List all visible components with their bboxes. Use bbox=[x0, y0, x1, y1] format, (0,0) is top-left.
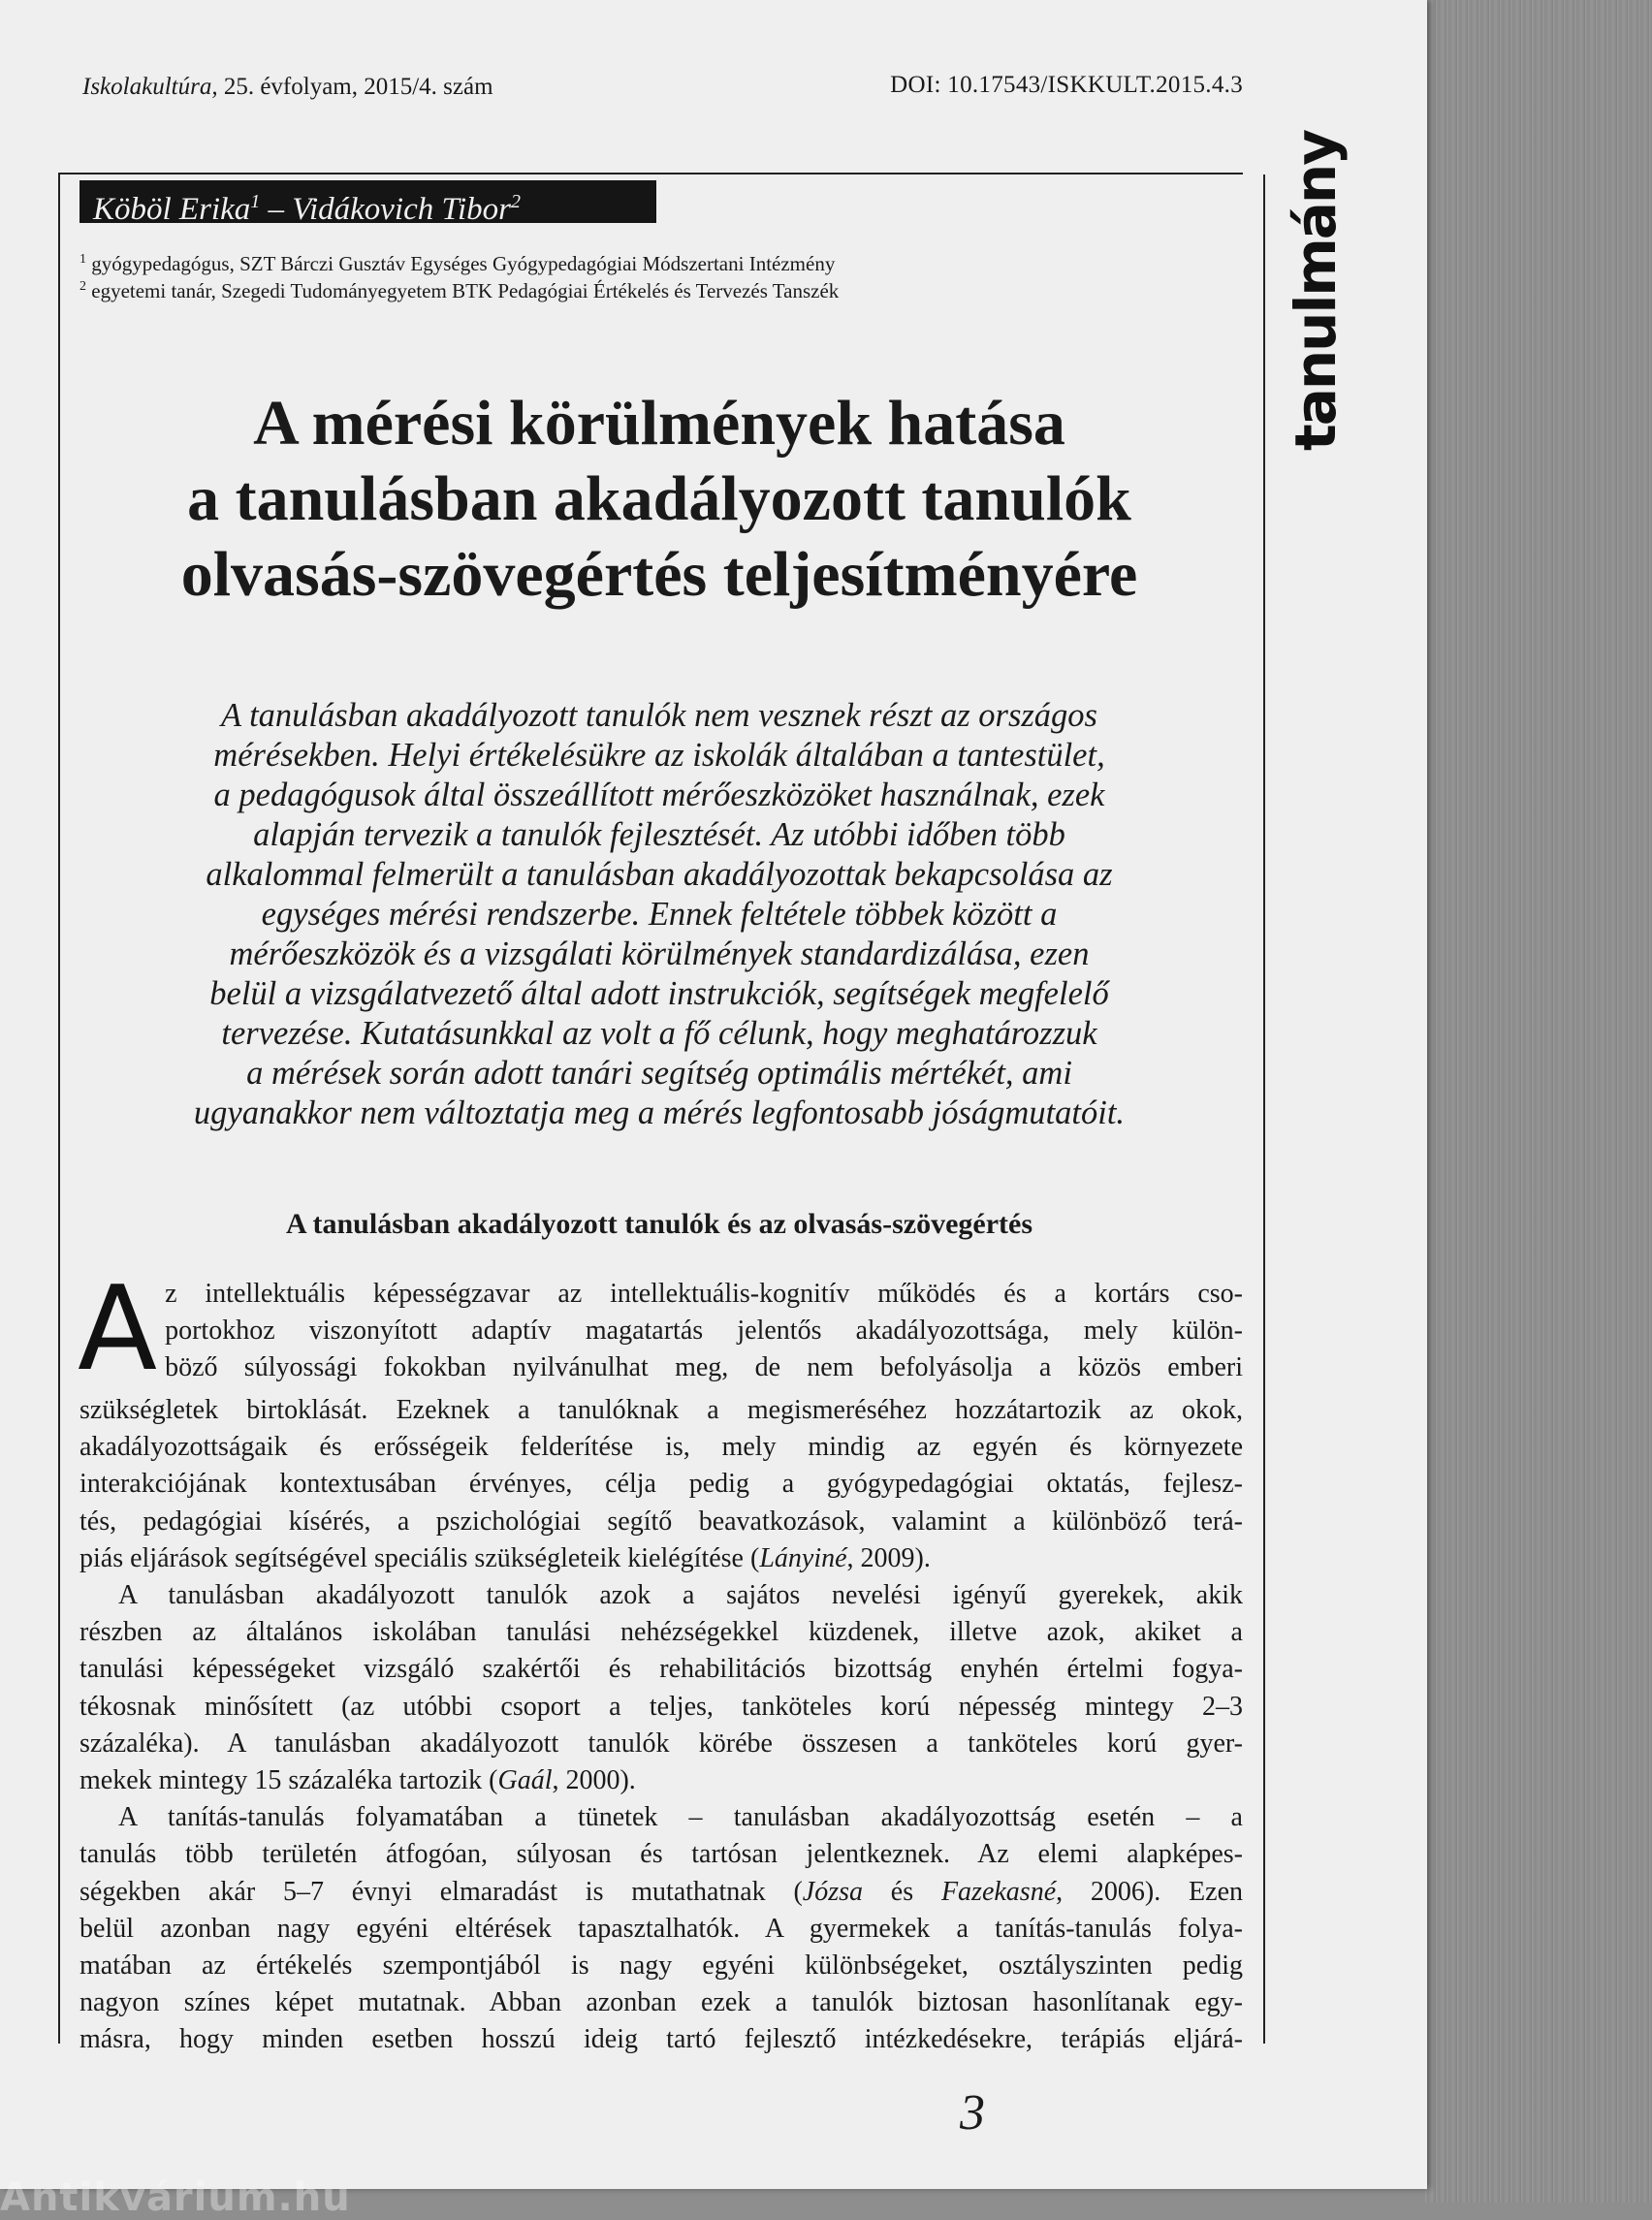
abstract: A tanulásban akadályozott tanulók nem vesznek részt az országos mérésekben. Helyi értékelésükre az iskolák általában a tantestület, a pedagógusok által összeállított mérőeszközöket használnak, ezek alapján tervezik a tanulók fejlesztését. Az utóbbi időben több alkalommal felmerült a tanulásban akadályozottak bekapcsolása az egységes mérési rendszerbe. Ennek feltétele többek között a mérőeszközök és a vizsgálati körülmények standardizálása, ezen belül a vizsgálatvezető által adott instrukciók, segítségek megfelelő tervezése. Kutatásunkkal az volt a fő célunk, hogy meghatározzuk a mérések során adott tanári segítség optimális mértékét, ami ugyanakkor nem változtatja meg a mérés legfontosabb jóságmutatóit. bbox=[193, 697, 1126, 1131]
affiliation-2: $^2$ egyetemi tanár, Szegedi Tudományegyetem BTK Pedagógiai Értékelés és Tervezés Tanszék bbox=[79, 279, 840, 302]
paragraph-1: A z intellektuális képességzavar az intellektuális-kognitív működés és a kortárs cso- portokhoz viszonyított adaptív magatartás jelentős akadályozottsága, mely külön- böző súlyossági fokokban nyilvánulhat meg, de nem befolyásolja a közös emberi szükségletek birtoklását. Ezeknek a tanulóknak a megismeréséhez hozzátartozik az okok, akadályozottságaik és erősségeik felderítése is, mely mindig az egyén és környezete interakciójának kontextusában érvényes, célja pedig a gyógypedagógiai oktatás, fejlesz- tés, pedagógiai kísérés, a pszichológiai segítő beavatkozások, valamint a különböző terá- piás eljárások segítségével speciális szükségleteik kielégítése (Lányiné, 2009). bbox=[78, 1262, 1243, 1573]
running-header-journal: Iskolakultúra, 25. évfolyam, 2015/4. szám bbox=[82, 74, 493, 100]
page-number: 3 bbox=[960, 2085, 985, 2141]
watermark: Antikvárium.hu bbox=[0, 2175, 351, 2220]
section-label: tanulmány bbox=[1283, 131, 1349, 451]
frame-right-rule bbox=[1263, 174, 1265, 2044]
frame-top-rule bbox=[58, 173, 1243, 174]
author-bar: Köböl Erika$^1$ – Vidákovich Tibor$^2$ bbox=[79, 180, 656, 223]
affiliation-1: $^1$ gyógypedagógus, SZT Bárczi Gusztáv Egységes Gyógypedagógiai Módszertani Intézmény bbox=[79, 252, 836, 275]
frame-left-rule bbox=[58, 173, 60, 2044]
body-text bbox=[78, 1262, 1243, 2059]
paragraph-3: A tanítás-tanulás folyamatában a tünetek – tanulásban akadályozottság esetén – a tanulás több területén átfogóan, súlyosan és tartósan jelentkeznek. Az elemi alapképes- ségekben akár 5–7 évnyi elmaradást is mutathatnak (Józsa és Fazekasné, 2006). Ezen belül azonban nagy egyéni eltérések tapasztalhatók. A gyermekek a tanítás-tanulás folya- matában az értékelés szempontjából is nagy egyéni különbségeket, osztályszinten pedig nagyon színes képet mutatnak. Abban azonban ezek a tanulók biztosan hasonlítanak egy- másra, hogy minden esetben hosszú ideig tartó fejlesztő intézkedésekre, terápiás eljárá- bbox=[79, 1802, 1243, 2055]
backdrop bbox=[1425, 0, 1652, 2203]
paragraph-2: A tanulásban akadályozott tanulók azok a sajátos nevelési igényű gyerekek, akik részben az általános iskolában tanulási nehézségekkel küzdenek, illetve azok, akiket a tanulási képességeket vizsgáló szakértői és rehabilitációs bizottság enyhén értelmi fogya- tékosnak minősített (az utóbbi csoport a teljes, tanköteles korú népesség mintegy 2–3 százaléka). A tanulásban akadályozott tanulók körébe összesen a tanköteles korú gyer- mekek mintegy 15 százaléka tartozik (Gaál, 2000). bbox=[79, 1580, 1243, 1796]
section-heading: A tanulásban akadályozott tanulók és az olvasás-szövegértés bbox=[285, 1208, 1033, 1240]
article-title: A mérési körülmények hatása a tanulásban akadályozott tanulók olvasás-szövegértés teljesítményére bbox=[180, 388, 1138, 610]
running-header-doi: DOI: 10.17543/ISKKULT.2015.4.3 bbox=[890, 72, 1243, 98]
drop-cap: A bbox=[78, 1262, 158, 1397]
